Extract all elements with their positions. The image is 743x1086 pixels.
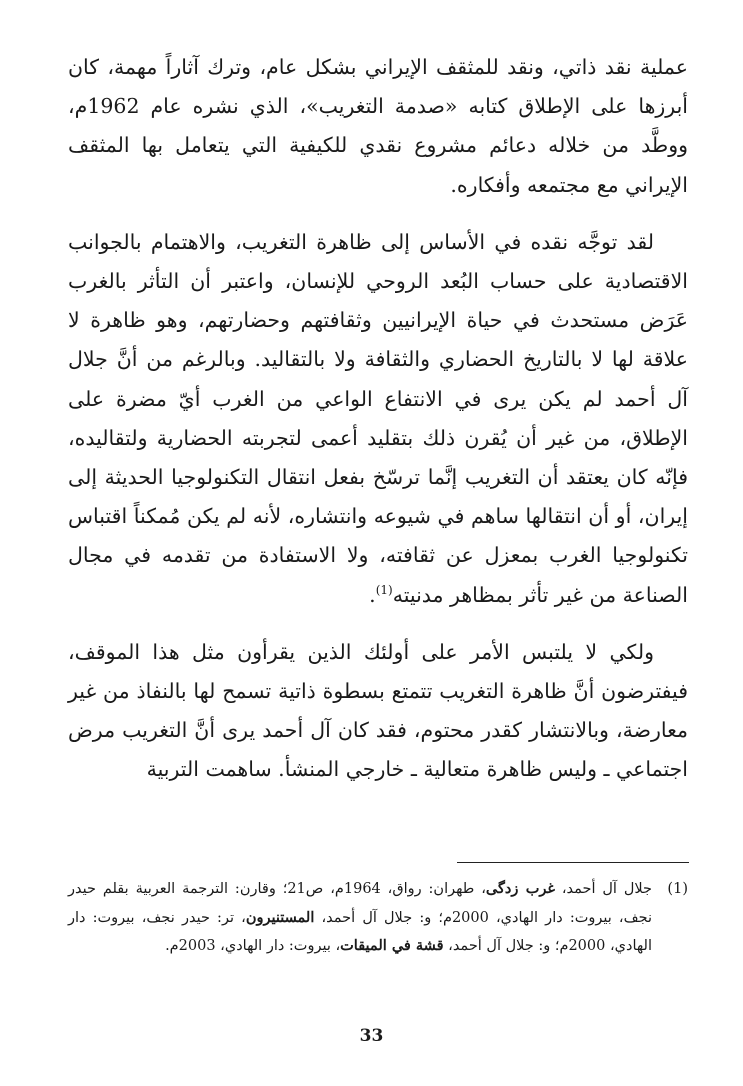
footnote-separator bbox=[457, 862, 689, 863]
footnote-number: (1) bbox=[667, 881, 688, 897]
paragraph-2-text: لقد توجَّه نقده في الأساس إلى ظاهرة التغريب، والاهتمام بالجوانب الاقتصادية على حساب البُعد الروحي للإنسان، واعتبر أن التأثر بالغرب عَرَض مستحدث في حياة الإيرانيين وثقافتهم وحضارتهم، وهو ظاهرة لا علاقة لها لا بالتاريخ الحضاري والثقافة ولا بالتقاليد. وبالرغم من أنَّ جلال آل أحمد لم يكن يرى في الانتفاع الواعي من الغرب أيّ مضرة على الإطلاق، من غير أن يُقرن ذلك بتقليد أعمى لتجربته الحضارية ولتقاليده، فإنّه كان يعتقد أن التغريب إنَّما ترسّخ بفعل انتقال التكنولوجيا الحديثة إلى إيران، أو أن انتقالها ساهم في شيوعه وانتشاره، لأنه لم يكن مُمكناً اقتباس تكنولوجيا الغرب بمعزل عن ثقافته، ولا الاستفادة من تقدمه في مجال الصناعة من غير تأثر بمظاهر مدنيته bbox=[68, 229, 688, 607]
footnote-part-3: ، تر: حيدر نجف، بيروت: دار الهادي، 2000م؛ و: جلال آل أحمد، bbox=[68, 909, 652, 954]
footnote-book-title-1: غرب زدگی bbox=[485, 880, 555, 897]
footnote-reference[interactable]: (1) bbox=[375, 582, 393, 597]
footnote-book-title-2: المستنيرون bbox=[245, 908, 315, 926]
paragraph-3 bbox=[68, 633, 688, 790]
paragraph-2-tail: . bbox=[369, 582, 376, 607]
paragraph-2 bbox=[68, 223, 688, 615]
footnote-part-4: ، بيروت: دار الهادي، 2003م. bbox=[165, 938, 341, 954]
footnote-part-1: جلال آل أحمد، bbox=[554, 881, 653, 897]
paragraph-1-text: عملية نقد ذاتي، ونقد للمثقف الإيراني بشكل عام، وترك آثاراً مهمة، كان أبرزها على الإطلاق كتابه «صدمة التغريب»، الذي نشره عام 1962م، ووطَّد من خلاله دعائم مشروع نقدي للكيفية التي يتعامل بها المثقف الإيراني مع مجتمعه وأفكاره. bbox=[68, 55, 688, 197]
footnote bbox=[68, 875, 688, 961]
body-text bbox=[68, 48, 688, 790]
footnote-book-title-3: قشة في الميقات bbox=[340, 937, 444, 954]
page-number: 33 bbox=[359, 1026, 384, 1046]
footnote-part-2: ، طهران: رواق، 1964م، ص21؛ وقارن: الترجمة العربية بقلم حيدر نجف، بيروت: دار الهادي، 2000م؛ و: جلال آل أحمد، bbox=[68, 881, 653, 926]
paragraph-1 bbox=[68, 48, 688, 205]
footnotes bbox=[68, 875, 688, 961]
footnote-text bbox=[68, 875, 652, 961]
paragraph-3-text: ولكي لا يلتبس الأمر على أولئك الذين يقرأون مثل هذا الموقف، فيفترضون أنَّ ظاهرة التغريب تتمتع بسطوة ذاتية تسمح لها بالنفاذ من غير معارضة، وبالانتشار كقدر محتوم، فقد كان آل أحمد يرى أنَّ التغريب مرض اجتماعي ـ وليس ظاهرة متعالية ـ خارجي المنشأ. ساهمت التربية bbox=[68, 639, 688, 782]
